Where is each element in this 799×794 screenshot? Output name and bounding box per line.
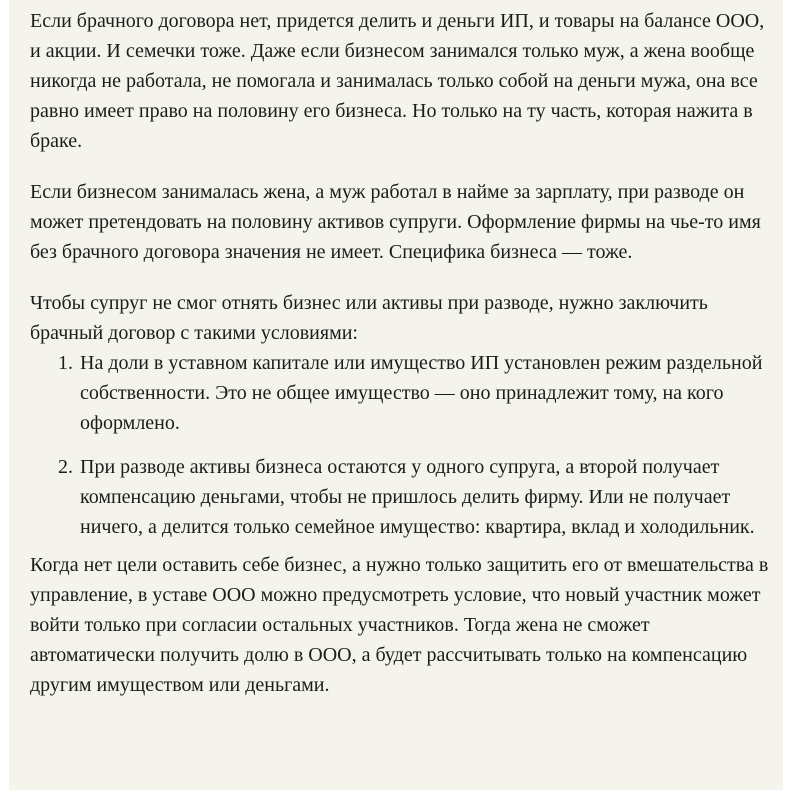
list-item-compensation-on-divorce: 2. При разводе активы бизнеса остаются у одного супруга, а второй получает компенсацию деньгами, чтобы не пришлось делить фирму. Или не получает ничего, а делится только семейное имущество: квартира, вклад и холодильник. xyxy=(78,452,770,542)
paragraph-no-prenup-division: Если брачного договора нет, придется делить и деньги ИП, и товары на балансе ООО, и акции. И семечки тоже. Даже если бизнесом занимался только муж, а жена вообще никогда не работала, не помогала и занималась только собой на деньги мужа, она все равно имеет право на половину его бизнеса. Но только на ту часть, которая нажита в браке. xyxy=(30,10,765,152)
paragraph-wife-runs-business: Если бизнесом занималась жена, а муж работал в найме за зарплату, при разводе он может претендовать на половину активов супруги. Оформление фирмы на чье-то имя без брачного договора значения не имеет. Специфика бизнеса — тоже. xyxy=(30,181,761,263)
article-content xyxy=(9,0,783,790)
prenup-conditions-list xyxy=(30,348,770,542)
list-item-separate-property-regime: 1. На доли в уставном капитале или имущество ИП установлен режим раздельной собственности. Это не общее имущество — оно принадлежит тому, на кого оформлено. xyxy=(78,348,770,438)
paragraph-prenup-conditions-intro: Чтобы супруг не смог отнять бизнес или активы при разводе, нужно заключить брачный договор с такими условиями: xyxy=(30,292,708,344)
paragraph-charter-protection: Когда нет цели оставить себе бизнес, а нужно только защитить его от вмешательства в управление, в уставе ООО можно предусмотреть условие, что новый участник может войти только при согласии остальных участников. Тогда жена не сможет автоматически получить долю в ООО, а будет рассчитывать только на компенсацию другим имуществом или деньгами. xyxy=(30,554,769,696)
